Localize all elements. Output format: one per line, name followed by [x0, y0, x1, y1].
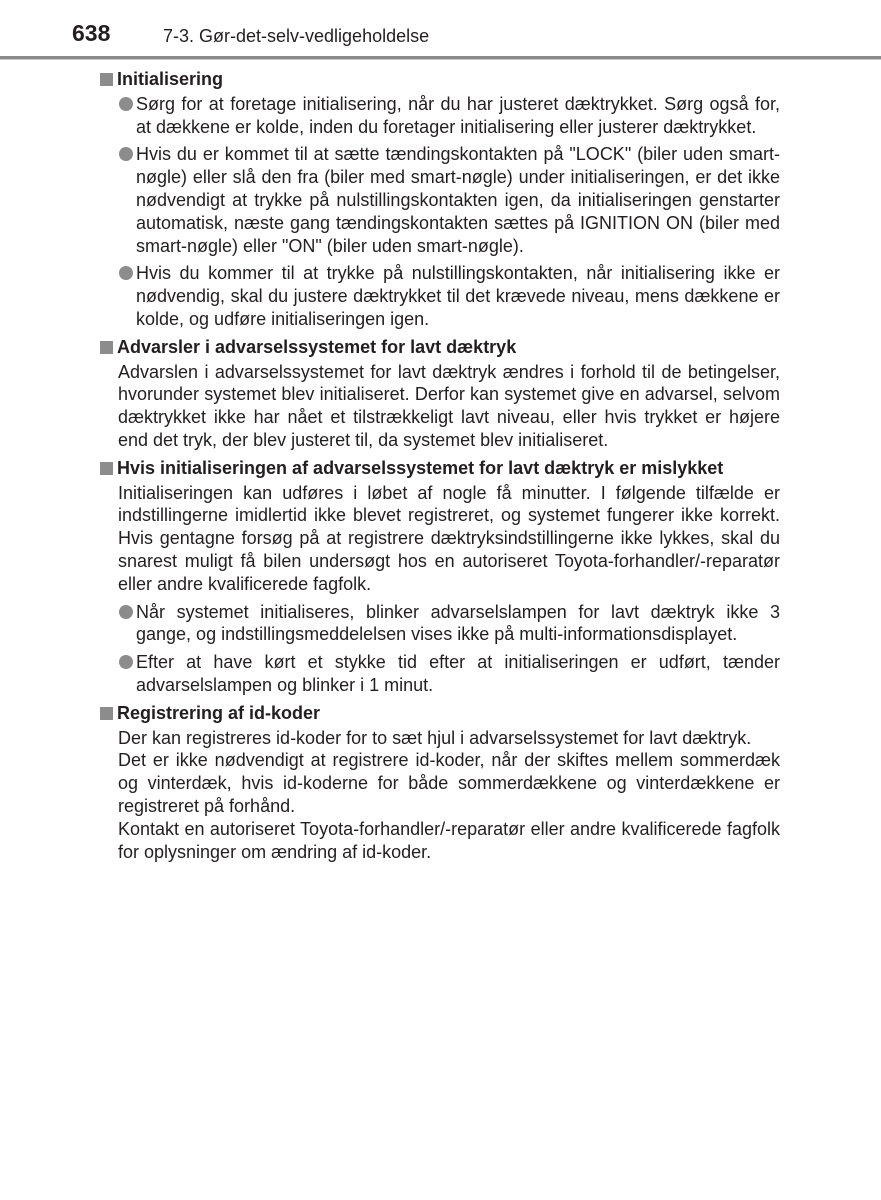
bullet-item [100, 143, 780, 257]
square-bullet-icon [100, 341, 113, 354]
bullet-text: Efter at have kørt et stykke tid efter at initialiseringen er udført, tænder advarselslampen og blinker i 1 minut. [136, 652, 780, 695]
section-heading [100, 68, 780, 91]
heading-text: Advarsler i advarselssystemet for lavt dæktryk [117, 336, 517, 357]
bullet-item [100, 601, 780, 647]
circle-bullet-icon [119, 97, 133, 111]
paragraph: Der kan registreres id-koder for to sæt hjul i advarselssystemet for lavt dæktryk. [118, 727, 752, 748]
paragraph: Initialiseringen kan udføres i løbet af nogle få minutter. I følgende tilfælde er indstillingerne imidlertid ikke blevet registreret, og systemet fungerer ikke korrekt. Hvis gentagne forsøg på at registrere dæktryksindstillingerne ikke lykkes, skal du snarest muligt få bilen undersøgt hos en autoriseret Toyota-forhandler/-reparatør eller andre kvalificerede fagfolk. [118, 482, 780, 594]
paragraph: Advarslen i advarselssystemet for lavt dæktryk ændres i forhold til de betingelser, hvorunder systemet blev initialiseret. Derfor kan systemet give en advarsel, selvom dæktrykket ikke har nået et tilstrækkeligt lavt niveau, eller hvis trykket er højere end det tryk, der blev justeret til, da systemet blev initialiseret. [118, 361, 780, 450]
section-heading [100, 336, 780, 359]
bullet-text: Hvis du er kommet til at sætte tændingskontakten på "LOCK" (biler uden smart-nøgle) eller slå den fra (biler med smart-nøgle) under initialiseringen, er det ikke nødvendigt at trykke på nulstillingskontakten igen, da initialiseringen genstarter automatisk, næste gang tændingskontakten sættes på IGNITION ON (biler med smart-nøgle) eller "ON" (biler uden smart-nøgle). [136, 144, 780, 256]
circle-bullet-icon [119, 147, 133, 161]
bullet-item [100, 262, 780, 330]
paragraph: Kontakt en autoriseret Toyota-forhandler/-reparatør eller andre kvalificerede fagfolk for oplysninger om ændring af id-koder. [118, 818, 780, 862]
heading-text: Registrering af id-koder [117, 702, 321, 723]
bullet-text: Hvis du kommer til at trykke på nulstillingskontakten, når initialisering ikke er nødvendig, skal du justere dæktrykket til det krævede niveau, mens dækkene er kolde, og udføre initialiseringen igen. [136, 263, 780, 329]
chapter-title: 7-3. Gør-det-selv-vedligeholdelse [163, 26, 430, 46]
bullet-text: Sørg for at foretage initialisering, når du har justeret dæktrykket. Sørg også for, at dækkene er kolde, inden du foretager initialisering eller justerer dæktrykket. [136, 93, 780, 137]
section-heading [100, 457, 780, 480]
circle-bullet-icon [119, 655, 133, 669]
bullet-item [100, 651, 780, 697]
heading-text: Hvis initialiseringen af advarselssystemet for lavt dæktryk er mislykket [117, 457, 724, 478]
square-bullet-icon [100, 462, 113, 475]
circle-bullet-icon [119, 266, 133, 280]
page-number: 638 [72, 20, 111, 46]
paragraph: Det er ikke nødvendigt at registrere id-koder, når der skiftes mellem sommerdæk og vinterdæk, hvis id-koderne for både sommerdækkene og vinterdækkene er registreret på forhånd. [118, 750, 780, 816]
header-rule [0, 56, 881, 60]
heading-text: Initialisering [117, 69, 224, 89]
bullet-text: Når systemet initialiseres, blinker advarselslampen for lavt dæktryk ikke 3 gange, og indstillingsmeddelelsen vises ikke på multi-informationsdisplayet. [136, 601, 780, 645]
bullet-item [100, 93, 780, 139]
content [100, 66, 780, 868]
circle-bullet-icon [119, 605, 133, 619]
square-bullet-icon [100, 73, 113, 86]
section-heading [100, 702, 780, 725]
square-bullet-icon [100, 707, 113, 720]
